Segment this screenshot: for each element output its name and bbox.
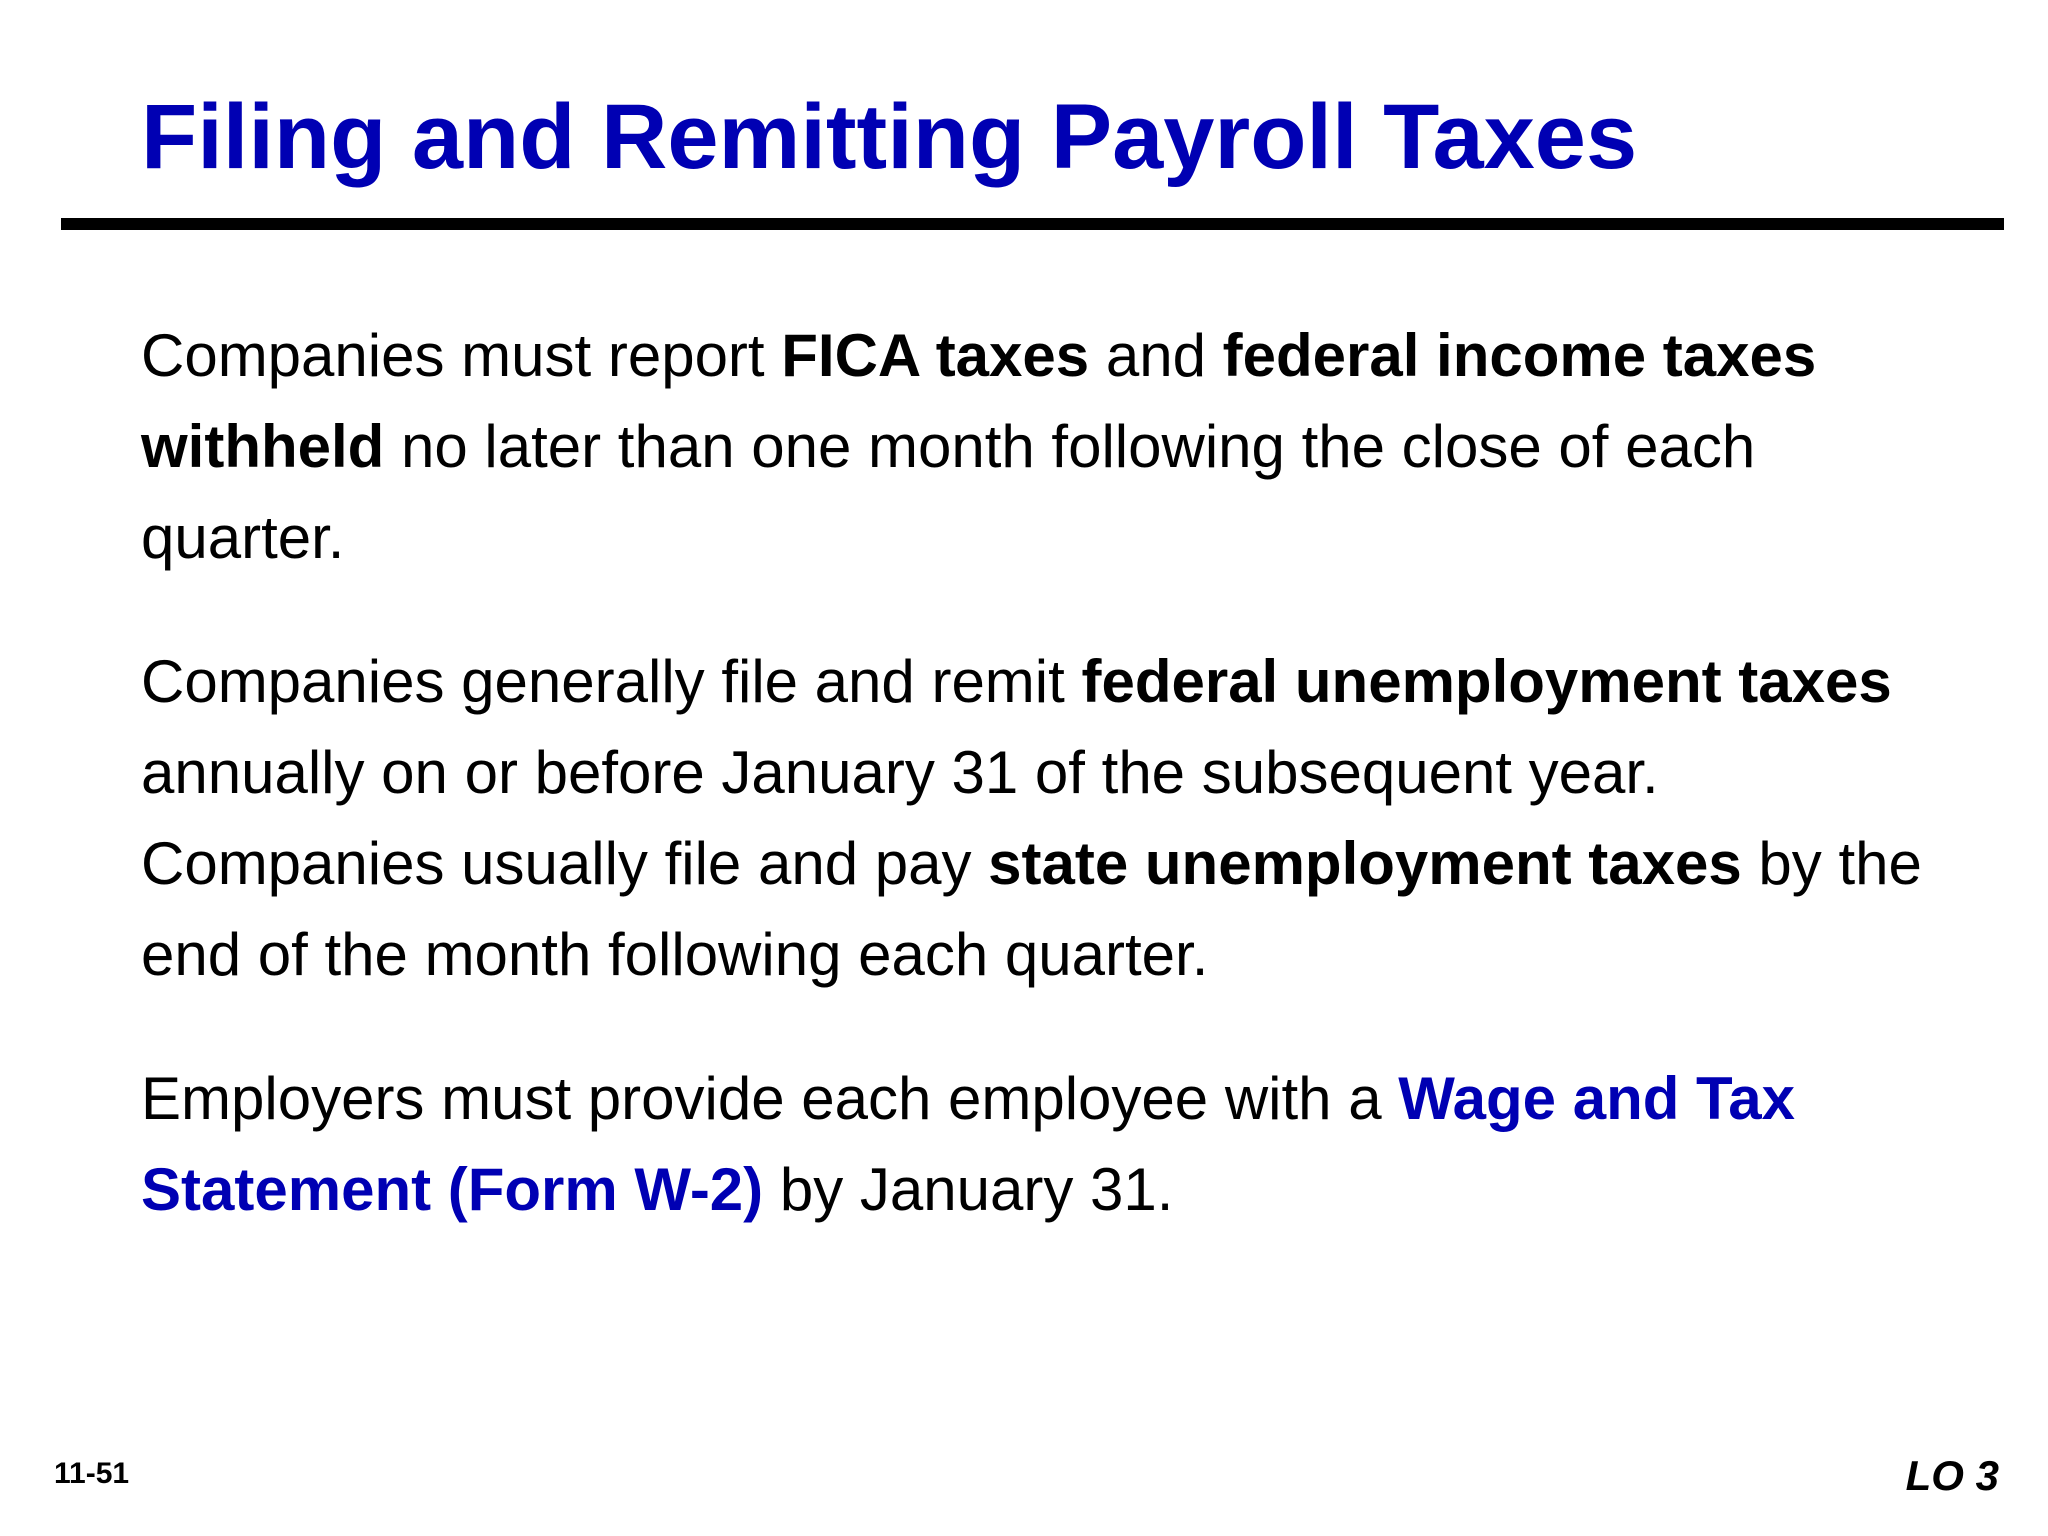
term-federal-income-taxes-withheld: federal income taxes withheld	[141, 322, 1817, 480]
paragraph-text: by January 31.	[763, 1156, 1174, 1223]
term-federal-unemployment-taxes: federal unemployment taxes	[1081, 648, 1892, 715]
paragraph-unemployment-taxes	[141, 636, 1941, 1000]
paragraph-text: annually on or before January 31 of the subsequent year. Companies usually file and pay	[141, 739, 1659, 897]
title-divider	[61, 218, 2004, 230]
paragraph-text: Companies generally file and remit	[141, 648, 1082, 715]
paragraph-fica-income-tax	[141, 310, 1941, 583]
slide-number: 11-51	[54, 1457, 130, 1490]
term-state-unemployment-taxes: state unemployment taxes	[988, 830, 1742, 897]
learning-objective-label: LO 3	[1905, 1452, 1999, 1499]
paragraph-text: Companies must report	[141, 322, 782, 389]
slide-body	[141, 310, 1941, 1288]
term-wage-and-tax-statement: Wage and Tax Statement (Form W-2)	[141, 1065, 1795, 1223]
paragraph-text: Employers must provide each employee with a	[141, 1065, 1399, 1132]
paragraph-text: by the end of the month following each quarter.	[141, 830, 1922, 988]
term-fica-taxes: FICA taxes	[781, 322, 1090, 389]
paragraph-text: and	[1089, 322, 1223, 389]
paragraph-form-w2	[141, 1053, 1941, 1235]
slide-title: Filing and Remitting Payroll Taxes	[141, 86, 1638, 188]
paragraph-text: no later than one month following the close of each quarter.	[141, 413, 1756, 571]
